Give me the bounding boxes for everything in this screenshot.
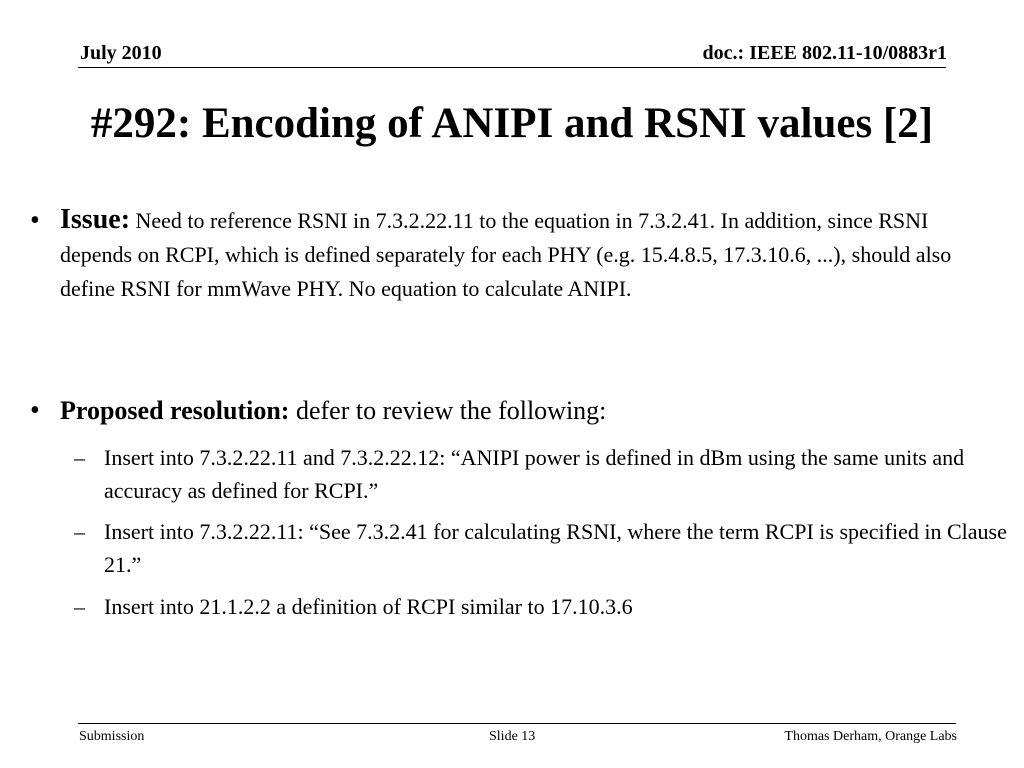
sub-bullet-text: Insert into 7.3.2.22.11: “See 7.3.2.41 for calculating RSNI, where the term RCPI is specified in Clause 21.” — [104, 519, 1007, 577]
footer-slide-number: Slide 13 — [489, 729, 536, 744]
footer-author: Thomas Derham, Orange Labs — [784, 729, 957, 744]
issue-paragraph — [60, 203, 1000, 306]
proposed-resolution-label: Proposed resolution: — [60, 396, 290, 425]
sub-bullet-marker: – — [74, 594, 85, 619]
footer-divider — [78, 723, 956, 724]
header-date: July 2010 — [80, 42, 162, 64]
proposed-resolution-text: defer to review the following: — [289, 396, 607, 425]
issue-label: Issue: — [60, 204, 131, 235]
bullet-marker: • — [30, 395, 40, 426]
sub-bullet-text: Insert into 21.1.2.2 a definition of RCPI similar to 17.10.3.6 — [104, 594, 633, 619]
slide-title: #292: Encoding of ANIPI and RSNI values [2] — [90, 100, 934, 147]
issue-text: Need to reference RSNI in 7.3.2.22.11 to the equation in 7.3.2.41. In addition, since RSNI depends on RCPI, which is defined separately for each PHY (e.g. 15.4.8.5, 17.3.10.6, ...), should also define RSNI for mmWave PHY. No equation to calculate ANIPI. — [60, 208, 952, 301]
sub-bullet-marker: – — [74, 519, 85, 544]
bullet-marker: • — [30, 205, 40, 236]
sub-bullet-marker: – — [74, 445, 85, 470]
sub-bullet-text: Insert into 7.3.2.22.11 and 7.3.2.22.12: “ANIPI power is defined in dBm using the same units and accuracy as defined for RCPI.” — [104, 445, 965, 503]
header-divider — [78, 67, 946, 68]
proposed-resolution-paragraph — [60, 393, 1000, 429]
header-doc-id: doc.: IEEE 802.11-10/0883r1 — [702, 42, 947, 64]
footer-submission: Submission — [79, 729, 145, 744]
